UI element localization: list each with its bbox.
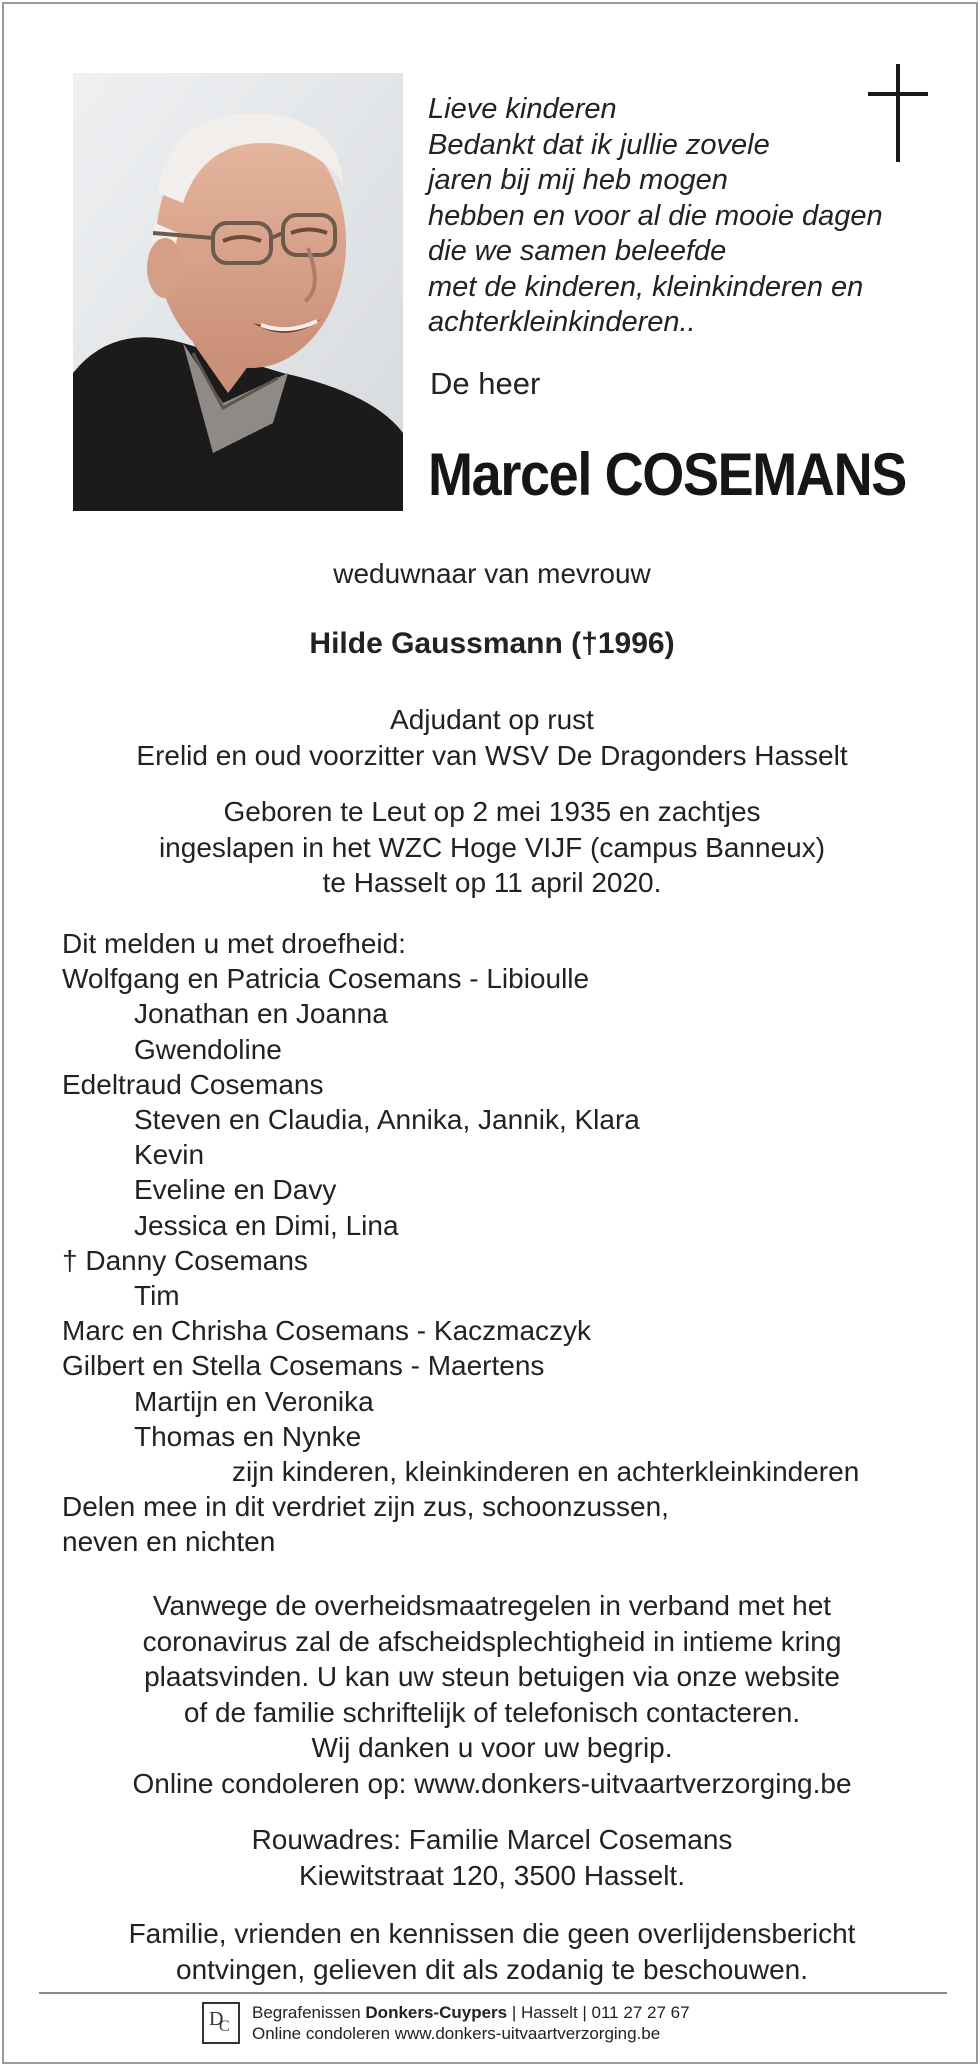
address-line: Rouwadres: Familie Marcel Cosemans — [251, 1824, 733, 1855]
address-line: Kiewitstraat 120, 3500 Hasselt. — [299, 1859, 685, 1891]
family-line: Thomas en Nynke — [134, 1420, 362, 1452]
poem-line: hebben en voor al die mooie dagen — [428, 199, 883, 232]
widower-text: weduwnaar van mevrouw — [333, 558, 651, 589]
footer-divider — [39, 1992, 947, 1994]
birth-death-line: te Hasselt op 11 april 2020. — [322, 867, 662, 898]
family-line: Steven en Claudia, Annika, Jannik, Klara — [134, 1104, 640, 1136]
family-line: Jonathan en Joanna — [134, 998, 388, 1030]
family-line: Dit melden u met droefheid: — [62, 928, 406, 959]
family-line: Gwendoline — [134, 1033, 282, 1065]
notice-line: Online condoleren op: www.donkers-uitvaartverzorging.be — [132, 1767, 852, 1799]
family-line: neven en nichten — [62, 1526, 276, 1558]
footer-location: | Hasselt | 011 27 27 67 — [507, 2003, 690, 2022]
footer-text — [252, 2002, 690, 2044]
notice-line: Wij danken u voor uw begrip. — [311, 1732, 673, 1763]
family-line: Marc en Chrisha Cosemans - Kaczmaczyk — [62, 1315, 592, 1347]
honorific: De heer — [430, 366, 541, 401]
poem-line: Bedankt dat ik jullie zovele — [428, 128, 770, 161]
family-line: † Danny Cosemans — [62, 1244, 308, 1276]
family-line: Kevin — [134, 1139, 205, 1171]
family-line: Gilbert en Stella Cosemans - Maertens — [62, 1350, 545, 1382]
notice-text — [4, 1588, 980, 1801]
notice-line: coronavirus zal de afscheidsplechtigheid in intieme kring — [142, 1625, 842, 1657]
family-list — [62, 926, 859, 1560]
family-line: Edeltraud Cosemans — [62, 1068, 324, 1100]
portrait-photo — [73, 73, 403, 511]
notice-line: of de familie schriftelijk of telefonisch contacteren. — [183, 1696, 801, 1728]
obituary-card — [2, 2, 978, 2064]
notice-line: plaatsvinden. U kan uw steun betuigen via onze website — [144, 1661, 840, 1692]
role-line: Adjudant op rust — [390, 704, 594, 735]
closing-line: ontvingen, gelieven dit als zodanig te beschouwen. — [176, 1953, 808, 1985]
poem-line: met de kinderen, kleinkinderen en — [428, 270, 864, 303]
spouse-name: Hilde Gaussmann (†1996) — [309, 627, 675, 660]
deceased-name: Marcel COSEMANS — [428, 441, 906, 508]
footer-prefix: Begrafenissen — [252, 2003, 366, 2022]
family-line: Wolfgang en Patricia Cosemans - Libioulle — [62, 963, 590, 995]
address-text — [4, 1822, 980, 1893]
footer-company: Donkers-Cuypers — [365, 2003, 508, 2022]
birth-death-text — [4, 794, 980, 901]
role-line: Erelid en oud voorzitter van WSV De Dragonders Hasselt — [136, 739, 848, 771]
portrait-illustration — [73, 73, 403, 511]
family-line: Delen mee in dit verdriet zijn zus, schoonzussen, — [62, 1491, 669, 1523]
poem-text — [428, 92, 883, 341]
family-line: Jessica en Dimi, Lina — [134, 1209, 399, 1241]
poem-line: achterkleinkinderen.. — [428, 306, 696, 338]
poem-line: die we samen beleefde — [428, 235, 727, 267]
poem-line: Lieve kinderen — [428, 93, 617, 125]
closing-text — [4, 1916, 980, 1987]
family-line: Martijn en Veronika — [134, 1385, 374, 1417]
closing-line: Familie, vrienden en kennissen die geen overlijdensbericht — [128, 1918, 856, 1949]
family-line: zijn kinderen, kleinkinderen en achterkleinkinderen — [232, 1456, 860, 1488]
poem-line: jaren bij mij heb mogen — [428, 164, 728, 196]
family-line: Eveline en Davy — [134, 1174, 337, 1206]
cross-icon — [868, 64, 928, 164]
birth-death-line: Geboren te Leut op 2 mei 1935 en zachtjes — [223, 796, 761, 827]
notice-line: Vanwege de overheidsmaatregelen in verband met het — [152, 1590, 832, 1621]
funeral-home-logo-icon: D C — [202, 2002, 240, 2044]
footer-online: Online condoleren www.donkers-uitvaartverzorging.be — [252, 2024, 661, 2043]
birth-death-line: ingeslapen in het WZC Hoge VIJF (campus Banneux) — [158, 831, 826, 863]
family-line: Tim — [134, 1280, 180, 1312]
roles — [4, 702, 980, 773]
